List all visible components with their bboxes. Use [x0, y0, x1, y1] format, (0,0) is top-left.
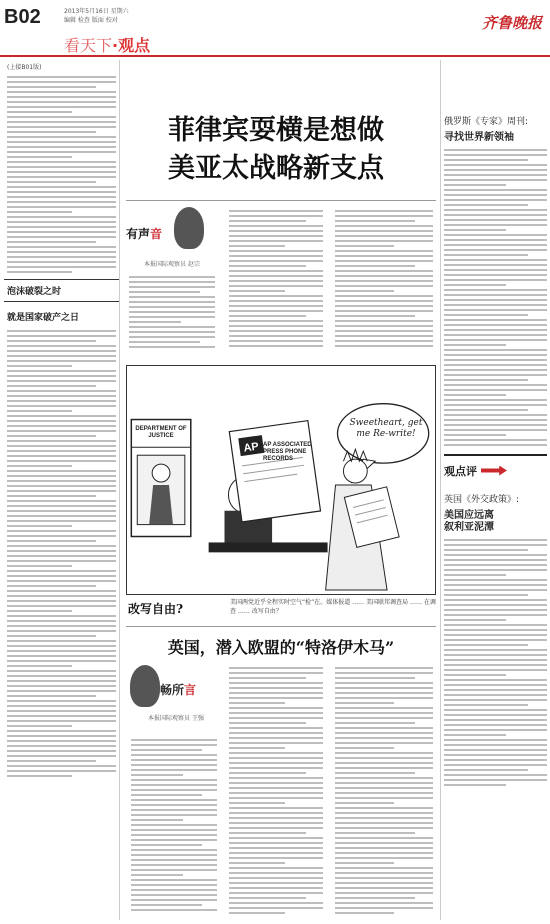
left-body-text-1	[4, 76, 119, 273]
second-text-col-1	[128, 736, 220, 914]
section-title-a: 看天下	[64, 36, 113, 55]
author-photo-main	[174, 207, 204, 249]
main-headline	[126, 112, 426, 188]
second-text-col-2	[226, 664, 326, 917]
right-bottom-headline: 美国应远离 叙利亚泥潭	[444, 510, 494, 533]
opinion-label: 观点评	[444, 465, 477, 478]
section-title-b: ·观点	[112, 36, 151, 55]
newspaper-logo: 齐鲁晚报	[481, 14, 542, 32]
right-bottom-body	[441, 539, 550, 786]
cartoon-label-ap: AP ASSOCIATED PRESS PHONE RECORDS	[263, 442, 312, 462]
author-caption-main: 本报国际观察员 赵宗	[144, 261, 200, 268]
left-subheading-2: 就是国家破产之日	[7, 313, 80, 323]
cartoon-question: 改写自由?	[128, 602, 184, 616]
cartoon-caption: 美国两党近乎全程实时空气“检”在。媒体报道 …… 美国联邦调查局 …… 在调查 …… 改写自由？	[230, 599, 436, 615]
meta-editors: 编辑 检查 版面 校对	[64, 17, 118, 24]
meta-date: 2013年5月16日 星期六	[64, 8, 129, 15]
cartoon-speech-bubble: Sweetheart, get me Re-write!	[349, 418, 423, 439]
right-column	[440, 60, 550, 920]
author-caption-second: 本报国际观察员 王强	[148, 715, 204, 722]
left-column	[4, 60, 120, 920]
author-column-tag-2: 畅所言	[160, 683, 197, 697]
right-bottom-source: 英国《外交政策》:	[444, 495, 520, 505]
cartoon-illustration	[127, 366, 435, 594]
right-top-source: 俄罗斯《专家》周刊:	[444, 117, 529, 127]
main-headline-line2: 美亚太战略新支点	[168, 153, 384, 184]
second-headline: 英国，潜入欧盟的“特洛伊木马”	[167, 638, 395, 657]
section-divider	[126, 626, 436, 627]
main-text-col-3	[332, 207, 436, 367]
left-body-text-2	[4, 330, 119, 777]
arrow-icon	[481, 466, 507, 476]
author-column-tag: 有声音	[126, 227, 163, 241]
dateline: (上接B01版)	[7, 64, 42, 71]
author-photo-second	[130, 665, 160, 707]
opinion-banner	[444, 454, 547, 484]
editorial-cartoon	[126, 365, 436, 595]
main-text-col-2	[226, 207, 326, 367]
cartoon-label-doj: DEPARTMENT OF JUSTICE	[135, 426, 187, 439]
header-rule	[0, 55, 550, 57]
svg-text:AP: AP	[242, 440, 260, 455]
main-article-body	[126, 207, 436, 367]
main-headline-line1: 菲律宾耍横是想做	[168, 115, 384, 146]
page-header	[0, 0, 550, 58]
left-subheading-1: 泡沫破裂之时	[4, 279, 119, 302]
right-top-body	[441, 149, 550, 446]
headline-rule	[126, 200, 436, 201]
section-title	[64, 33, 150, 56]
main-text-col-1	[126, 273, 218, 367]
page-number: B02	[4, 6, 41, 28]
author-box-second	[130, 665, 218, 735]
publication-meta	[64, 7, 129, 25]
right-top-headline: 寻找世界新领袖	[444, 132, 514, 143]
second-text-col-3	[332, 664, 436, 917]
